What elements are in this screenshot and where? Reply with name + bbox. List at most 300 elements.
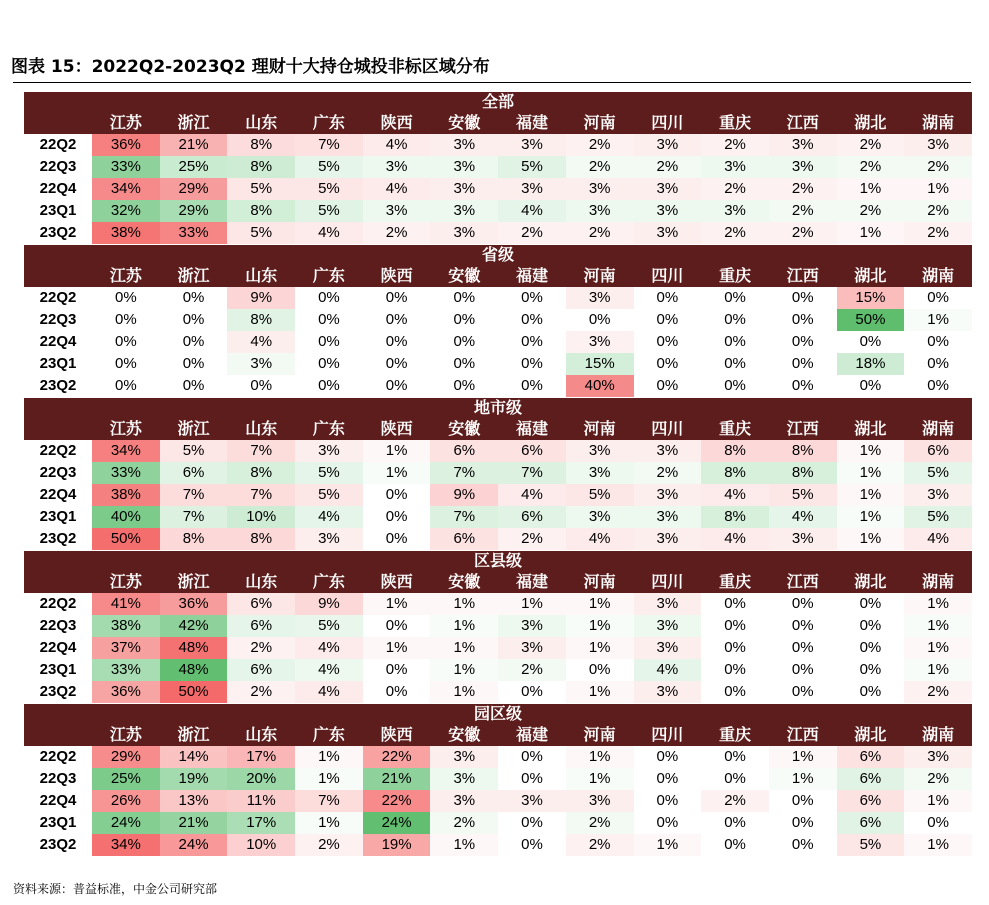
value-cell: 36%: [92, 681, 160, 703]
value-cell: 3%: [498, 178, 566, 200]
section-title-row: [24, 398, 972, 418]
value-cell: 2%: [634, 156, 702, 178]
value-cell: 1%: [904, 659, 972, 681]
row-label: 22Q3: [39, 770, 77, 787]
column-header: 江西: [769, 418, 837, 440]
value-cell: 1%: [904, 593, 972, 615]
value-cell: 0%: [363, 484, 431, 506]
value-cell: 3%: [634, 222, 702, 244]
value-cell: 0%: [430, 287, 498, 309]
value-cell: 1%: [295, 746, 363, 768]
value-cell: 40%: [92, 506, 160, 528]
value-cell: 1%: [904, 615, 972, 637]
section-title: 全部: [24, 92, 972, 112]
value-cell: 0%: [498, 309, 566, 331]
value-cell: 0%: [769, 615, 837, 637]
row-label: 22Q2: [39, 289, 77, 306]
region-distribution-tables: [24, 92, 972, 857]
corner-cell: [24, 265, 92, 287]
value-cell: 1%: [295, 812, 363, 834]
value-cell: 1%: [430, 593, 498, 615]
value-cell: 0%: [363, 506, 431, 528]
title-divider: [13, 82, 971, 83]
value-cell: 0%: [498, 768, 566, 790]
column-header: 陕西: [363, 265, 431, 287]
column-header: 广东: [295, 265, 363, 287]
value-cell: 0%: [363, 615, 431, 637]
value-cell: 2%: [701, 134, 769, 156]
value-cell: 3%: [566, 440, 634, 462]
value-cell: 2%: [837, 134, 905, 156]
value-cell: 9%: [295, 593, 363, 615]
column-header: 江苏: [92, 418, 160, 440]
value-cell: 0%: [769, 309, 837, 331]
column-header: 重庆: [701, 112, 769, 134]
column-header: 四川: [634, 265, 702, 287]
value-cell: 4%: [295, 659, 363, 681]
value-cell: 0%: [498, 287, 566, 309]
value-cell: 3%: [904, 134, 972, 156]
column-header: 江苏: [92, 571, 160, 593]
value-cell: 0%: [837, 681, 905, 703]
value-cell: 0%: [769, 637, 837, 659]
value-cell: 0%: [904, 287, 972, 309]
value-cell: 2%: [837, 156, 905, 178]
value-cell: 0%: [769, 287, 837, 309]
value-cell: 0%: [295, 309, 363, 331]
section-title-row: [24, 245, 972, 265]
row-label: 22Q3: [39, 617, 77, 634]
value-cell: 1%: [904, 309, 972, 331]
column-header: 湖北: [837, 571, 905, 593]
value-cell: 29%: [160, 200, 228, 222]
value-cell: 2%: [904, 768, 972, 790]
section-table: [24, 245, 972, 397]
value-cell: 3%: [634, 593, 702, 615]
value-cell: 5%: [227, 222, 295, 244]
value-cell: 2%: [227, 637, 295, 659]
column-header: 福建: [498, 265, 566, 287]
value-cell: 3%: [634, 506, 702, 528]
section-title-row: [24, 551, 972, 571]
value-cell: 3%: [498, 134, 566, 156]
value-cell: 33%: [92, 462, 160, 484]
column-header: 江苏: [92, 112, 160, 134]
value-cell: 4%: [904, 528, 972, 550]
column-header-row: [24, 265, 972, 287]
column-header-row: [24, 724, 972, 746]
value-cell: 2%: [904, 681, 972, 703]
column-header: 安徽: [430, 112, 498, 134]
value-cell: 0%: [769, 790, 837, 812]
column-header: 湖北: [837, 112, 905, 134]
value-cell: 3%: [363, 200, 431, 222]
column-header: 重庆: [701, 571, 769, 593]
value-cell: 4%: [634, 659, 702, 681]
value-cell: 2%: [769, 200, 837, 222]
value-cell: 9%: [430, 484, 498, 506]
table-row: [24, 134, 972, 156]
table-row: [24, 222, 972, 244]
value-cell: 50%: [160, 681, 228, 703]
value-cell: 0%: [295, 375, 363, 397]
value-cell: 5%: [295, 615, 363, 637]
value-cell: 33%: [92, 156, 160, 178]
section-title-row: [24, 92, 972, 112]
value-cell: 0%: [769, 681, 837, 703]
row-label: 23Q1: [39, 355, 77, 372]
value-cell: 3%: [430, 200, 498, 222]
table-row: [24, 790, 972, 812]
value-cell: 1%: [904, 834, 972, 856]
row-label: 22Q3: [39, 158, 77, 175]
value-cell: 6%: [227, 593, 295, 615]
value-cell: 4%: [701, 484, 769, 506]
value-cell: 0%: [566, 659, 634, 681]
value-cell: 3%: [498, 637, 566, 659]
value-cell: 17%: [227, 812, 295, 834]
column-header: 河南: [566, 112, 634, 134]
value-cell: 1%: [769, 746, 837, 768]
column-header: 重庆: [701, 418, 769, 440]
column-header: 湖南: [904, 418, 972, 440]
value-cell: 1%: [837, 440, 905, 462]
value-cell: 8%: [701, 440, 769, 462]
value-cell: 0%: [92, 309, 160, 331]
row-label: 23Q1: [39, 814, 77, 831]
value-cell: 2%: [701, 178, 769, 200]
section-table: [24, 551, 972, 703]
value-cell: 0%: [701, 615, 769, 637]
value-cell: 6%: [837, 790, 905, 812]
value-cell: 0%: [701, 593, 769, 615]
value-cell: 3%: [498, 790, 566, 812]
table-row: [24, 287, 972, 309]
value-cell: 1%: [430, 681, 498, 703]
value-cell: 8%: [227, 200, 295, 222]
value-cell: 5%: [295, 200, 363, 222]
row-label: 23Q2: [39, 224, 77, 241]
value-cell: 5%: [295, 156, 363, 178]
section-title: 区县级: [24, 551, 972, 571]
column-header-row: [24, 112, 972, 134]
value-cell: 5%: [904, 506, 972, 528]
table-row: [24, 768, 972, 790]
value-cell: 22%: [363, 790, 431, 812]
value-cell: 3%: [430, 768, 498, 790]
value-cell: 0%: [498, 375, 566, 397]
value-cell: 7%: [295, 134, 363, 156]
value-cell: 5%: [295, 462, 363, 484]
value-cell: 1%: [295, 768, 363, 790]
value-cell: 1%: [837, 484, 905, 506]
value-cell: 1%: [837, 506, 905, 528]
value-cell: 1%: [904, 790, 972, 812]
value-cell: 2%: [295, 834, 363, 856]
value-cell: 0%: [837, 375, 905, 397]
value-cell: 10%: [227, 834, 295, 856]
value-cell: 2%: [769, 222, 837, 244]
value-cell: 50%: [92, 528, 160, 550]
row-label: 23Q2: [39, 683, 77, 700]
value-cell: 5%: [498, 156, 566, 178]
column-header: 江西: [769, 112, 837, 134]
value-cell: 3%: [634, 615, 702, 637]
row-label: 23Q2: [39, 530, 77, 547]
column-header: 四川: [634, 418, 702, 440]
value-cell: 0%: [769, 659, 837, 681]
value-cell: 3%: [566, 462, 634, 484]
column-header: 山东: [227, 418, 295, 440]
value-cell: 4%: [363, 134, 431, 156]
value-cell: 0%: [904, 331, 972, 353]
column-header: 江西: [769, 265, 837, 287]
value-cell: 2%: [227, 681, 295, 703]
value-cell: 0%: [295, 353, 363, 375]
value-cell: 37%: [92, 637, 160, 659]
value-cell: 2%: [498, 528, 566, 550]
section-title: 省级: [24, 245, 972, 265]
value-cell: 7%: [430, 462, 498, 484]
value-cell: 7%: [498, 462, 566, 484]
value-cell: 8%: [701, 462, 769, 484]
value-cell: 2%: [904, 156, 972, 178]
value-cell: 3%: [430, 746, 498, 768]
column-header: 安徽: [430, 265, 498, 287]
column-header: 浙江: [160, 265, 228, 287]
value-cell: 1%: [430, 659, 498, 681]
value-cell: 0%: [227, 375, 295, 397]
value-cell: 0%: [701, 287, 769, 309]
value-cell: 2%: [566, 156, 634, 178]
value-cell: 3%: [430, 156, 498, 178]
value-cell: 4%: [498, 200, 566, 222]
value-cell: 0%: [92, 375, 160, 397]
section-title: 地市级: [24, 398, 972, 418]
value-cell: 1%: [363, 440, 431, 462]
value-cell: 1%: [566, 681, 634, 703]
section-table: [24, 704, 972, 856]
value-cell: 6%: [430, 528, 498, 550]
corner-cell: [24, 112, 92, 134]
value-cell: 0%: [363, 375, 431, 397]
value-cell: 4%: [701, 528, 769, 550]
table-row: [24, 681, 972, 703]
value-cell: 17%: [227, 746, 295, 768]
value-cell: 3%: [634, 178, 702, 200]
value-cell: 5%: [769, 484, 837, 506]
table-row: [24, 637, 972, 659]
column-header: 陕西: [363, 112, 431, 134]
value-cell: 3%: [634, 637, 702, 659]
column-header-row: [24, 418, 972, 440]
value-cell: 2%: [363, 222, 431, 244]
value-cell: 1%: [363, 593, 431, 615]
column-header: 江西: [769, 724, 837, 746]
value-cell: 2%: [904, 222, 972, 244]
value-cell: 0%: [769, 812, 837, 834]
value-cell: 0%: [701, 309, 769, 331]
value-cell: 2%: [498, 659, 566, 681]
column-header: 江苏: [92, 724, 160, 746]
table-row: [24, 353, 972, 375]
column-header: 四川: [634, 724, 702, 746]
value-cell: 4%: [295, 222, 363, 244]
value-cell: 0%: [498, 681, 566, 703]
row-label: 23Q2: [39, 836, 77, 853]
table-row: [24, 440, 972, 462]
value-cell: 15%: [837, 287, 905, 309]
value-cell: 32%: [92, 200, 160, 222]
value-cell: 48%: [160, 637, 228, 659]
value-cell: 3%: [634, 681, 702, 703]
row-label: 22Q2: [39, 442, 77, 459]
table-row: [24, 812, 972, 834]
value-cell: 6%: [160, 462, 228, 484]
value-cell: 0%: [295, 331, 363, 353]
value-cell: 3%: [634, 134, 702, 156]
table-row: [24, 309, 972, 331]
value-cell: 6%: [837, 812, 905, 834]
value-cell: 7%: [160, 484, 228, 506]
value-cell: 2%: [904, 200, 972, 222]
column-header: 浙江: [160, 724, 228, 746]
row-label: 23Q1: [39, 202, 77, 219]
value-cell: 3%: [498, 615, 566, 637]
value-cell: 19%: [363, 834, 431, 856]
value-cell: 0%: [769, 331, 837, 353]
corner-cell: [24, 418, 92, 440]
value-cell: 1%: [430, 637, 498, 659]
value-cell: 3%: [701, 156, 769, 178]
value-cell: 0%: [498, 812, 566, 834]
value-cell: 29%: [92, 746, 160, 768]
value-cell: 3%: [904, 484, 972, 506]
value-cell: 8%: [769, 440, 837, 462]
corner-cell: [24, 724, 92, 746]
value-cell: 6%: [837, 746, 905, 768]
value-cell: 2%: [701, 790, 769, 812]
row-label: 22Q2: [39, 748, 77, 765]
value-cell: 3%: [430, 790, 498, 812]
value-cell: 3%: [634, 440, 702, 462]
value-cell: 33%: [92, 659, 160, 681]
value-cell: 8%: [227, 134, 295, 156]
value-cell: 0%: [160, 331, 228, 353]
value-cell: 0%: [634, 353, 702, 375]
row-label: 22Q3: [39, 311, 77, 328]
value-cell: 36%: [160, 593, 228, 615]
value-cell: 24%: [363, 812, 431, 834]
value-cell: 38%: [92, 484, 160, 506]
value-cell: 3%: [363, 156, 431, 178]
value-cell: 0%: [430, 331, 498, 353]
value-cell: 2%: [769, 178, 837, 200]
column-header: 福建: [498, 724, 566, 746]
table-row: [24, 331, 972, 353]
value-cell: 1%: [904, 178, 972, 200]
value-cell: 0%: [498, 746, 566, 768]
column-header: 山东: [227, 112, 295, 134]
section-title-row: [24, 704, 972, 724]
row-label: 22Q4: [39, 792, 77, 809]
value-cell: 8%: [769, 462, 837, 484]
column-header: 湖南: [904, 724, 972, 746]
value-cell: 24%: [92, 812, 160, 834]
table-row: [24, 528, 972, 550]
value-cell: 0%: [701, 812, 769, 834]
value-cell: 0%: [837, 659, 905, 681]
column-header: 河南: [566, 724, 634, 746]
column-header: 浙江: [160, 112, 228, 134]
value-cell: 2%: [498, 222, 566, 244]
column-header: 湖南: [904, 112, 972, 134]
value-cell: 0%: [363, 309, 431, 331]
column-header: 四川: [634, 112, 702, 134]
value-cell: 40%: [566, 375, 634, 397]
column-header: 河南: [566, 418, 634, 440]
value-cell: 0%: [904, 375, 972, 397]
value-cell: 3%: [566, 331, 634, 353]
value-cell: 7%: [227, 440, 295, 462]
value-cell: 0%: [498, 353, 566, 375]
value-cell: 3%: [701, 200, 769, 222]
value-cell: 3%: [430, 178, 498, 200]
value-cell: 2%: [430, 812, 498, 834]
value-cell: 0%: [160, 287, 228, 309]
value-cell: 21%: [160, 812, 228, 834]
value-cell: 0%: [837, 637, 905, 659]
column-header: 江西: [769, 571, 837, 593]
value-cell: 0%: [837, 593, 905, 615]
value-cell: 1%: [566, 746, 634, 768]
value-cell: 36%: [92, 134, 160, 156]
value-cell: 0%: [566, 309, 634, 331]
value-cell: 41%: [92, 593, 160, 615]
column-header: 湖北: [837, 418, 905, 440]
value-cell: 24%: [160, 834, 228, 856]
column-header: 陕西: [363, 571, 431, 593]
value-cell: 1%: [430, 615, 498, 637]
value-cell: 4%: [769, 506, 837, 528]
value-cell: 0%: [701, 659, 769, 681]
value-cell: 6%: [837, 768, 905, 790]
section-table: [24, 398, 972, 550]
value-cell: 1%: [363, 462, 431, 484]
column-header: 山东: [227, 265, 295, 287]
value-cell: 5%: [295, 178, 363, 200]
column-header: 陕西: [363, 724, 431, 746]
value-cell: 0%: [160, 375, 228, 397]
value-cell: 3%: [769, 156, 837, 178]
value-cell: 8%: [227, 528, 295, 550]
corner-cell: [24, 571, 92, 593]
value-cell: 0%: [430, 353, 498, 375]
row-label: 22Q4: [39, 486, 77, 503]
value-cell: 0%: [92, 353, 160, 375]
value-cell: 0%: [701, 353, 769, 375]
value-cell: 1%: [904, 637, 972, 659]
value-cell: 0%: [363, 353, 431, 375]
value-cell: 21%: [160, 134, 228, 156]
value-cell: 7%: [295, 790, 363, 812]
value-cell: 7%: [160, 506, 228, 528]
column-header: 江苏: [92, 265, 160, 287]
value-cell: 15%: [566, 353, 634, 375]
value-cell: 3%: [295, 440, 363, 462]
value-cell: 0%: [634, 768, 702, 790]
row-label: 22Q4: [39, 333, 77, 350]
